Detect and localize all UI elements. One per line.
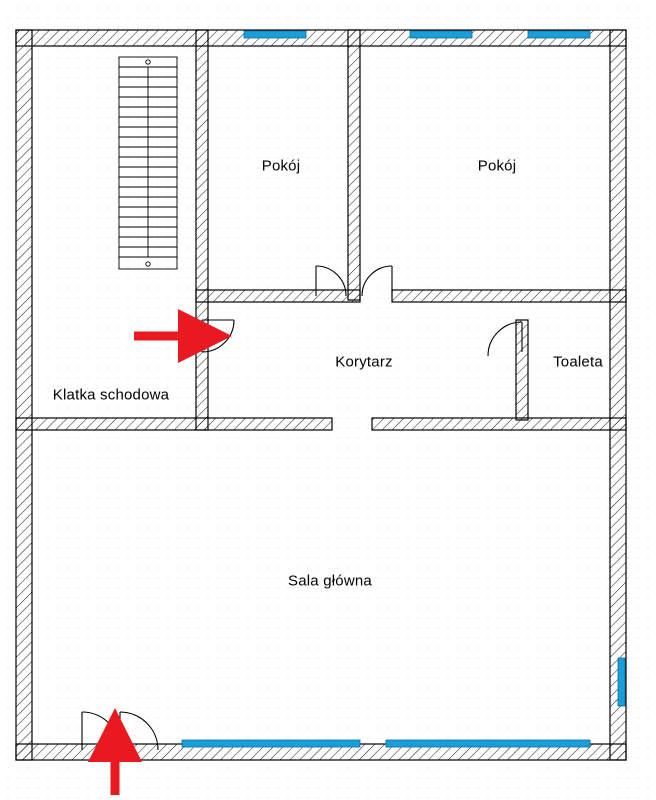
window-bottom-2 (386, 740, 590, 747)
entrance-arrows (115, 336, 178, 795)
door-pokoj-right (362, 266, 392, 296)
window-top-2 (410, 31, 472, 38)
windows (182, 31, 625, 747)
window-top-1 (244, 31, 306, 38)
window-right-1 (618, 658, 625, 706)
window-top-3 (528, 31, 590, 38)
room-label-sala-glowna: Sala główna (288, 572, 372, 590)
window-bottom-1 (182, 740, 360, 747)
room-label-pokoj-right: Pokój (477, 157, 517, 175)
room-label-toaleta: Toaleta (553, 353, 603, 371)
room-label-pokoj-left: Pokój (261, 157, 301, 175)
room-label-korytarz: Korytarz (335, 353, 393, 371)
interior-walls (16, 30, 626, 430)
room-label-klatka-schodowa: Klatka schodowa (52, 386, 170, 404)
staircase (119, 57, 177, 269)
